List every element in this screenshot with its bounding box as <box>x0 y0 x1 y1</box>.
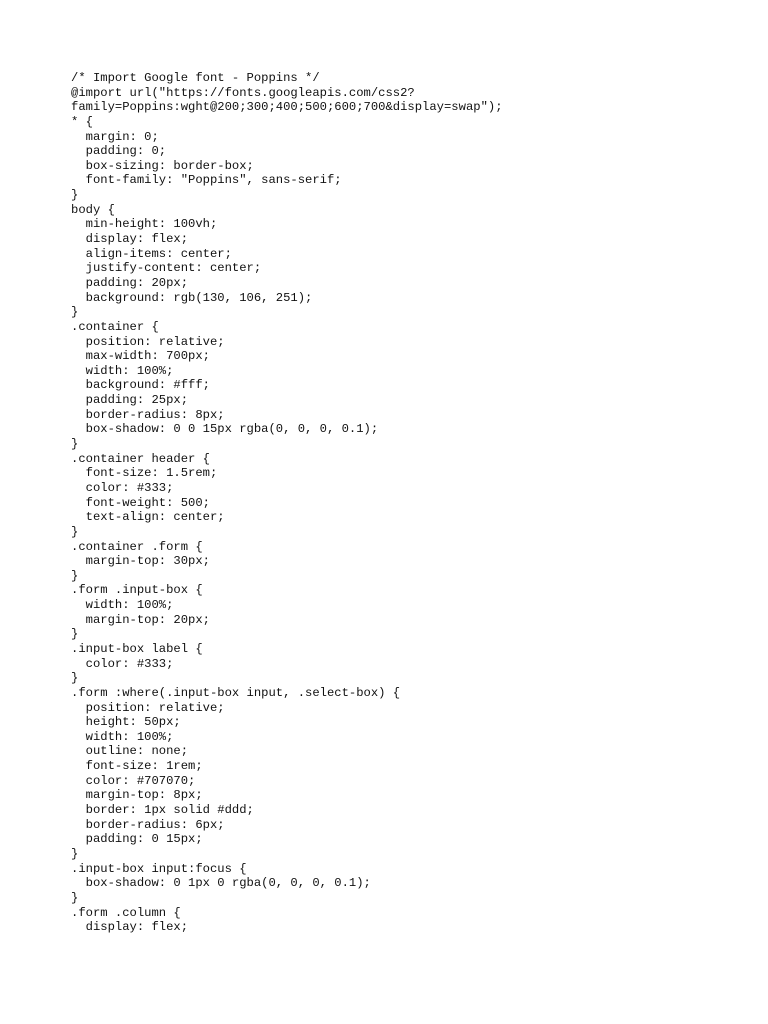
code-line: * { <box>71 114 93 129</box>
code-line: box-shadow: 0 1px 0 rgba(0, 0, 0, 0.1); <box>71 876 371 891</box>
code-line: width: 100%; <box>71 363 174 378</box>
code-line: width: 100%; <box>71 598 174 613</box>
code-line: background: rgb(130, 106, 251); <box>71 290 313 305</box>
code-line: display: flex; <box>71 232 189 247</box>
code-line: .input-box input:focus { <box>71 861 247 876</box>
code-line: display: flex; <box>71 920 189 935</box>
code-line: width: 100%; <box>71 729 174 744</box>
code-line: max-width: 700px; <box>71 349 210 364</box>
code-line: border-radius: 8px; <box>71 407 225 422</box>
code-line: height: 50px; <box>71 715 181 730</box>
code-line: color: #333; <box>71 656 174 671</box>
code-line: align-items: center; <box>71 246 232 261</box>
code-line: background: #fff; <box>71 378 210 393</box>
code-line: } <box>71 627 79 642</box>
code-line: margin-top: 30px; <box>71 554 210 569</box>
code-line: min-height: 100vh; <box>71 217 218 232</box>
code-line: .container { <box>71 319 159 334</box>
code-line: box-sizing: border-box; <box>71 158 254 173</box>
code-line: body { <box>71 202 115 217</box>
code-line: position: relative; <box>71 700 225 715</box>
code-line: padding: 0 15px; <box>71 832 203 847</box>
code-line: .input-box label { <box>71 641 203 656</box>
code-line: box-shadow: 0 0 15px rgba(0, 0, 0, 0.1); <box>71 422 379 437</box>
code-line: padding: 25px; <box>71 393 189 408</box>
code-line: text-align: center; <box>71 510 225 525</box>
code-line: border-radius: 6px; <box>71 817 225 832</box>
code-line: } <box>71 188 79 203</box>
code-line: family=Poppins:wght@200;300;400;500;600;700&display=swap"); <box>71 100 503 115</box>
code-line: padding: 0; <box>71 144 167 159</box>
code-line: .form .input-box { <box>71 583 203 598</box>
code-line: .container header { <box>71 451 210 466</box>
code-line: .form .column { <box>71 905 181 920</box>
code-line: font-size: 1rem; <box>71 759 203 774</box>
code-line: .container .form { <box>71 539 203 554</box>
code-line: } <box>71 890 79 905</box>
code-line: font-size: 1.5rem; <box>71 466 218 481</box>
code-line: border: 1px solid #ddd; <box>71 803 254 818</box>
code-line: margin-top: 20px; <box>71 612 210 627</box>
code-line: font-weight: 500; <box>71 495 210 510</box>
code-line: position: relative; <box>71 334 225 349</box>
code-line: /* Import Google font - Poppins */ <box>71 71 320 85</box>
code-line: color: #707070; <box>71 773 196 788</box>
code-line: } <box>71 437 79 452</box>
code-line: } <box>71 524 79 539</box>
code-line: } <box>71 671 79 686</box>
code-line: } <box>71 568 79 583</box>
code-line: padding: 20px; <box>71 275 189 290</box>
code-line: } <box>71 305 79 320</box>
code-listing <box>71 71 751 935</box>
code-line: justify-content: center; <box>71 261 262 276</box>
code-line: margin-top: 8px; <box>71 788 203 803</box>
code-line: outline: none; <box>71 744 189 759</box>
code-line: } <box>71 846 79 861</box>
code-line: font-family: "Poppins", sans-serif; <box>71 173 342 188</box>
code-line: .form :where(.input-box input, .select-box) { <box>71 685 401 700</box>
code-line: margin: 0; <box>71 129 159 144</box>
code-line: color: #333; <box>71 480 174 495</box>
code-line: @import url("https://fonts.googleapis.com/css2? <box>71 85 415 100</box>
